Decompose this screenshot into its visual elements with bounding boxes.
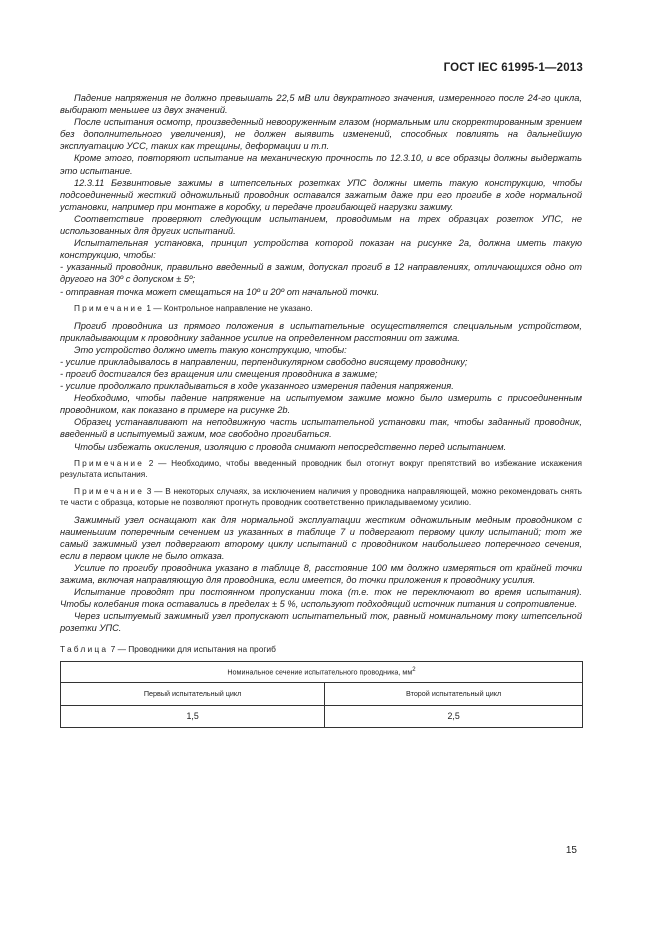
- note-text: 1 — Контрольное направление не указано.: [146, 302, 313, 313]
- note-label: Примечание: [74, 302, 145, 313]
- paragraph: Образец устанавливают на неподвижную часть испытательной установки так, чтобы заданный проводник, введенный в испытуемый зажим, мог свободно прогибаться.: [60, 417, 582, 440]
- list-item: - усилие прикладывалось в направлении, перпендикулярном свободно висящему проводнику;: [60, 356, 468, 367]
- paragraph: Испытательная установка, принцип устройства которой показан на рисунке 2а, должна иметь такую конструкцию, чтобы:: [60, 238, 582, 261]
- table-caption-label: Таблица: [60, 643, 109, 654]
- list-item: - указанный проводник, правильно введенный в зажим, допускал прогиб в 12 направлениях, отличающихся одно от другого на 30º с допуском ± 5º;: [60, 262, 582, 285]
- paragraph: Испытание проводят при постоянном пропускании тока (т.е. ток не переключают во время испытания). Чтобы колебания тока оставались в пределах ± 5 %, используют подходящий источник питания и сопротивление.: [60, 587, 582, 610]
- list-item: - отправная точка может смещаться на 10º и 20º от начальной точки.: [60, 286, 380, 297]
- paragraph: Чтобы избежать окисления, изоляцию с провода снимают непосредственно перед испытанием.: [74, 441, 507, 452]
- note-1: [60, 303, 582, 314]
- table-header-cell: [61, 661, 583, 682]
- table-row: [61, 661, 583, 682]
- table-col-header: Второй испытательный цикл: [325, 682, 583, 705]
- note-label: Примечание: [74, 457, 145, 468]
- table-caption: [60, 643, 582, 655]
- paragraph: Зажимный узел оснащают как для нормальной эксплуатации жестким одножильным медным проводником с наименьшим поперечным сечением из указанных в таблице 7 и подвергают первому циклу испытаний; тот же самый зажимный узел подвергают второму циклу испытаний с проводником наибольшего поперечного сечения, если в первом цикле не было отказа.: [60, 514, 582, 561]
- note-label: Примечание: [74, 485, 145, 496]
- table-row: [61, 682, 583, 705]
- table-cell: 2,5: [325, 705, 583, 727]
- note-text: 3 — В некоторых случаях, за исключением наличия у проводника направляющей, можно рекомендовать снять те части с образца, которые не позволяют прогнуть проводник соответственно прикладываемому усилию.: [60, 485, 583, 507]
- conductor-table: [60, 661, 583, 728]
- list-item: - прогиб достигался без вращения или смещения проводника в зажиме;: [60, 368, 378, 379]
- list-item: - усилие продолжало прикладываться в ходе указанного измерения падения напряжения.: [60, 381, 454, 392]
- table-caption-text: 7 — Проводники для испытания на прогиб: [110, 643, 276, 654]
- paragraph: Необходимо, чтобы падение напряжение на испытуемом зажиме можно было измерить с присоединенным проводником, как показано в примере на рисунке 2b.: [60, 393, 582, 416]
- note-3: [60, 486, 582, 508]
- paragraph: После испытания осмотр, произведенный невооруженным глазом (нормальным или скорректированным зрением без дополнительного увеличения), не должен выявить изменений, способных повлиять на дальнейшую эксплуатацию УСС, таких как трещины, деформации и т.п.: [60, 117, 582, 152]
- note-2: [60, 458, 582, 480]
- table-header-text: Номинальное сечение испытательного проводника, мм: [227, 667, 413, 677]
- document-code-header: ГОСТ IEC 61995-1—2013: [443, 62, 583, 74]
- table-row: [61, 705, 583, 727]
- paragraph: Падение напряжения не должно превышать 22,5 мВ или двукратного значения, измеренного после 24-го цикла, выбирают меньшее из двух значений.: [60, 93, 582, 116]
- page-number: 15: [565, 845, 577, 856]
- paragraph: Кроме этого, повторяют испытание на механическую прочность по 12.3.10, и все образцы должны выдержать это испытание.: [60, 153, 582, 176]
- paragraph: Через испытуемый зажимный узел пропускают испытательный ток, равный номинальному току штепсельной розетки УПС.: [60, 611, 582, 634]
- paragraph: Соответствие проверяют следующим испытанием, проводимым на трех образцах розеток УПС, не использованных для других испытаний.: [60, 213, 582, 237]
- paragraph: Это устройство должно иметь такую конструкцию, чтобы:: [74, 344, 347, 355]
- paragraph: Прогиб проводника из прямого положения в испытательные осуществляется специальным устройством, прикладывающим к проводнику заданное усилие на определенном расстоянии от зажима.: [60, 320, 582, 343]
- paragraph: Усилие по прогибу проводника указано в таблице 8, расстояние 100 мм должно измеряться от крайней точки зажима, включая направляющую для проводника, если имеется, до точки приложения к проводнику усилия.: [60, 563, 582, 586]
- table-col-header: Первый испытательный цикл: [61, 682, 325, 705]
- table-header-sup: 2: [412, 667, 416, 674]
- table-cell: 1,5: [61, 705, 325, 727]
- document-body: [60, 92, 582, 728]
- note-text: 2 — Необходимо, чтобы введенный проводник был отогнут вокруг препятствий во избежание искажения результата испытания.: [60, 457, 583, 479]
- paragraph: 12.3.11 Безвинтовые зажимы в штепсельных розетках УПС должны иметь такую конструкцию, чтобы подсоединенный жесткий одножильный проводник оставался зажатым даже при его прогибе в ходе нормальной установки, например при монтаже в коробку, и передаче прогибающей нагрузки зажиму.: [60, 177, 582, 212]
